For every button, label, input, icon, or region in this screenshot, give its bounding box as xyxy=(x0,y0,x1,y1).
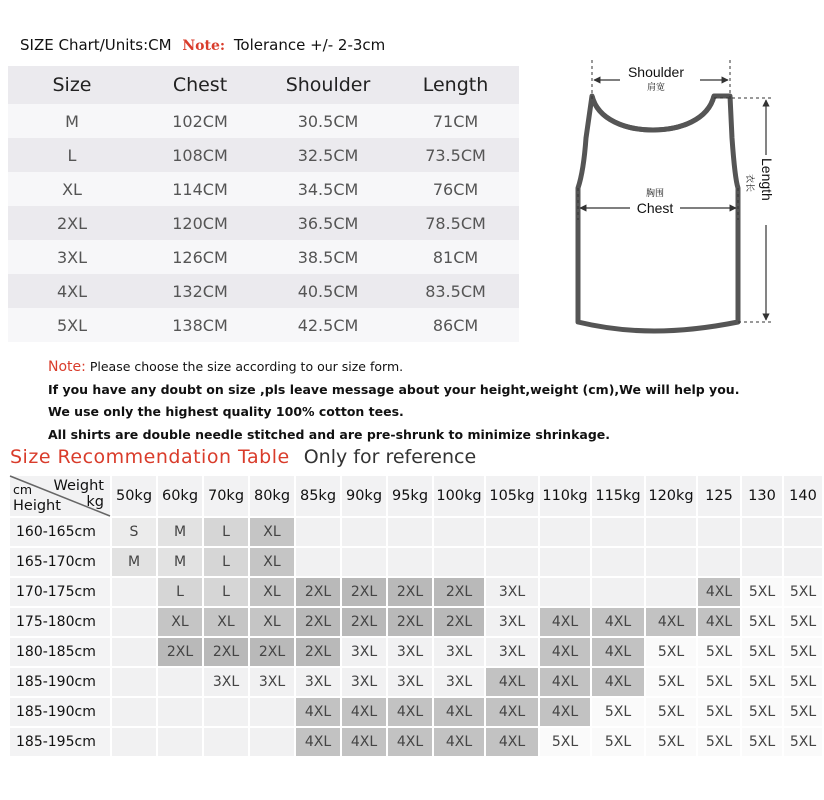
size-recommendation-cell xyxy=(342,548,386,576)
recommendation-title xyxy=(10,446,476,468)
size-recommendation-cell: 5XL xyxy=(592,698,644,726)
tank-top-diagram xyxy=(558,60,788,350)
size-recommendation-cell xyxy=(646,578,696,606)
recommendation-heading: Size Recommendation Table xyxy=(10,446,290,468)
size-cell-chest: 132CM xyxy=(136,274,264,308)
size-recommendation-cell: L xyxy=(204,548,248,576)
size-recommendation-cell xyxy=(742,518,782,546)
size-cell-length: 71CM xyxy=(392,104,519,138)
size-recommendation-cell xyxy=(112,698,156,726)
height-range-cell: 165-170cm xyxy=(10,548,110,576)
size-recommendation-cell: 2XL xyxy=(434,578,484,606)
recommendation-body xyxy=(10,518,822,756)
size-recommendation-cell: L xyxy=(204,578,248,606)
size-recommendation-cell: 4XL xyxy=(342,728,386,756)
size-recommendation-cell: 5XL xyxy=(784,638,822,666)
chest-cn-label: 胸围 xyxy=(645,189,665,199)
size-recommendation-cell xyxy=(296,518,340,546)
table-row xyxy=(10,518,822,546)
size-recommendation-cell xyxy=(434,518,484,546)
size-recommendation-cell: 2XL xyxy=(342,578,386,606)
shoulder-label: Shoulder xyxy=(627,64,685,80)
size-recommendation-cell: 4XL xyxy=(296,728,340,756)
size-recommendation-cell: 4XL xyxy=(698,578,740,606)
note-line: We use only the highest quality 100% cotton tees. xyxy=(48,404,404,419)
size-recommendation-cell: S xyxy=(112,518,156,546)
table-row xyxy=(10,728,822,756)
size-cell-size: 4XL xyxy=(8,274,136,308)
size-recommendation-cell: 3XL xyxy=(204,668,248,696)
size-recommendation-cell xyxy=(112,728,156,756)
size-recommendation-cell xyxy=(158,728,202,756)
size-recommendation-cell xyxy=(540,518,590,546)
size-recommendation-cell: 3XL xyxy=(388,668,432,696)
size-recommendation-cell: 5XL xyxy=(646,638,696,666)
table-row xyxy=(10,698,822,726)
size-recommendation-cell: 3XL xyxy=(486,578,538,606)
corner-kg-label: kg xyxy=(86,494,104,510)
table-row xyxy=(10,608,822,636)
size-recommendation-cell: 4XL xyxy=(540,638,590,666)
tank-top-illustration xyxy=(558,60,788,350)
weight-header-cell: 140 xyxy=(784,476,822,516)
size-cell-length: 76CM xyxy=(392,172,519,206)
size-recommendation-cell: 5XL xyxy=(540,728,590,756)
size-recommendation-cell xyxy=(486,548,538,576)
size-recommendation-cell xyxy=(646,518,696,546)
size-recommendation-cell: 3XL xyxy=(434,668,484,696)
notes-section xyxy=(48,356,739,446)
size-recommendation-cell: 2XL xyxy=(204,638,248,666)
size-recommendation-cell xyxy=(112,578,156,606)
size-recommendation-cell: 2XL xyxy=(388,608,432,636)
size-recommendation-cell: XL xyxy=(250,548,294,576)
size-recommendation-cell xyxy=(388,548,432,576)
size-recommendation-cell xyxy=(486,518,538,546)
size-recommendation-cell xyxy=(540,578,590,606)
size-recommendation-cell: 3XL xyxy=(296,668,340,696)
weight-header-cell: 110kg xyxy=(540,476,590,516)
size-recommendation-cell: 5XL xyxy=(742,638,782,666)
size-cell-chest: 120CM xyxy=(136,206,264,240)
size-recommendation-cell: 4XL xyxy=(434,698,484,726)
size-recommendation-cell: 4XL xyxy=(592,638,644,666)
size-recommendation-cell: 5XL xyxy=(784,668,822,696)
size-recommendation-cell: 5XL xyxy=(698,698,740,726)
size-cell-chest: 108CM xyxy=(136,138,264,172)
column-header-size: Size xyxy=(8,66,136,104)
size-recommendation-cell xyxy=(540,548,590,576)
size-recommendation-cell xyxy=(784,548,822,576)
size-cell-length: 83.5CM xyxy=(392,274,519,308)
size-recommendation-cell: XL xyxy=(250,608,294,636)
size-cell-length: 78.5CM xyxy=(392,206,519,240)
size-recommendation-cell: 2XL xyxy=(296,638,340,666)
size-recommendation-cell: 5XL xyxy=(742,608,782,636)
size-recommendation-cell: 3XL xyxy=(250,668,294,696)
weight-header-cell: 80kg xyxy=(250,476,294,516)
size-chart-body xyxy=(8,104,519,342)
height-range-cell: 185-195cm xyxy=(10,728,110,756)
size-recommendation-cell: 5XL xyxy=(742,578,782,606)
size-cell-shoulder: 32.5CM xyxy=(264,138,392,172)
size-recommendation-table xyxy=(8,474,824,758)
size-recommendation-cell: 4XL xyxy=(342,698,386,726)
size-recommendation-cell: 5XL xyxy=(698,668,740,696)
size-recommendation-cell xyxy=(112,638,156,666)
size-cell-length: 81CM xyxy=(392,240,519,274)
size-recommendation-cell xyxy=(250,698,294,726)
size-recommendation-cell xyxy=(388,518,432,546)
size-recommendation-cell: 3XL xyxy=(342,638,386,666)
size-recommendation-cell: 4XL xyxy=(540,608,590,636)
size-recommendation-cell: 3XL xyxy=(434,638,484,666)
column-header-chest: Chest xyxy=(136,66,264,104)
size-recommendation-cell: 2XL xyxy=(158,638,202,666)
size-recommendation-cell: L xyxy=(204,518,248,546)
size-recommendation-cell xyxy=(296,548,340,576)
size-recommendation-cell: XL xyxy=(250,578,294,606)
size-recommendation-cell: 4XL xyxy=(592,608,644,636)
shoulder-cn-label: 肩宽 xyxy=(646,83,666,93)
size-recommendation-cell: 3XL xyxy=(342,668,386,696)
size-recommendation-cell: L xyxy=(158,578,202,606)
weight-header-row xyxy=(10,476,822,516)
column-header-length: Length xyxy=(392,66,519,104)
size-recommendation-cell: 4XL xyxy=(388,728,432,756)
height-range-cell: 180-185cm xyxy=(10,638,110,666)
size-cell-shoulder: 38.5CM xyxy=(264,240,392,274)
size-recommendation-cell: XL xyxy=(250,518,294,546)
table-row xyxy=(10,638,822,666)
size-recommendation-cell: 3XL xyxy=(486,638,538,666)
table-corner-cell xyxy=(10,476,110,516)
corner-weight-label: Weight xyxy=(53,478,104,494)
size-recommendation-cell xyxy=(742,548,782,576)
size-recommendation-cell: 5XL xyxy=(742,728,782,756)
weight-header-cell: 125 xyxy=(698,476,740,516)
size-cell-chest: 126CM xyxy=(136,240,264,274)
size-cell-chest: 138CM xyxy=(136,308,264,342)
size-recommendation-cell: XL xyxy=(204,608,248,636)
size-recommendation-cell: 4XL xyxy=(486,728,538,756)
size-recommendation-cell: 5XL xyxy=(742,668,782,696)
size-recommendation-cell: 4XL xyxy=(296,698,340,726)
table-row xyxy=(8,104,519,138)
weight-header-cell: 130 xyxy=(742,476,782,516)
weight-header-cell: 95kg xyxy=(388,476,432,516)
size-recommendation-cell: 5XL xyxy=(784,728,822,756)
size-recommendation-cell xyxy=(158,668,202,696)
weight-header-cell: 60kg xyxy=(158,476,202,516)
size-cell-size: 3XL xyxy=(8,240,136,274)
weight-header-cell: 120kg xyxy=(646,476,696,516)
weight-header-cell: 115kg xyxy=(592,476,644,516)
tolerance-text: Tolerance +/- 2-3cm xyxy=(233,36,386,54)
size-recommendation-cell: 2XL xyxy=(434,608,484,636)
size-recommendation-cell: M xyxy=(158,518,202,546)
size-cell-length: 86CM xyxy=(392,308,519,342)
size-cell-size: 5XL xyxy=(8,308,136,342)
weight-header-cell: 50kg xyxy=(112,476,156,516)
size-cell-chest: 114CM xyxy=(136,172,264,206)
size-recommendation-cell: M xyxy=(112,548,156,576)
size-recommendation-cell xyxy=(698,518,740,546)
height-range-cell: 170-175cm xyxy=(10,578,110,606)
size-recommendation-cell xyxy=(250,728,294,756)
corner-cm-label: cm xyxy=(13,482,33,497)
size-recommendation-cell: 4XL xyxy=(592,668,644,696)
length-label: Length xyxy=(759,158,775,201)
weight-header-cell: 90kg xyxy=(342,476,386,516)
size-recommendation-cell xyxy=(434,548,484,576)
size-chart-header xyxy=(20,36,385,54)
size-recommendation-cell: 5XL xyxy=(784,608,822,636)
table-row xyxy=(10,578,822,606)
size-recommendation-cell: 5XL xyxy=(742,698,782,726)
size-recommendation-cell xyxy=(784,518,822,546)
size-recommendation-cell xyxy=(592,578,644,606)
size-recommendation-cell xyxy=(204,728,248,756)
size-recommendation-cell: M xyxy=(158,548,202,576)
size-recommendation-cell: 3XL xyxy=(486,608,538,636)
size-chart-table xyxy=(8,66,519,342)
size-chart-title: SIZE Chart/Units:CM xyxy=(20,36,172,54)
size-recommendation-cell xyxy=(592,518,644,546)
note-line: If you have any doubt on size ,pls leave message about your height,weight (cm),We will help you. xyxy=(48,381,740,397)
size-recommendation-cell: 5XL xyxy=(784,698,822,726)
size-chart-header-row xyxy=(8,66,519,104)
note-text: Please choose the size according to our size form. xyxy=(89,359,404,374)
size-recommendation-cell: 4XL xyxy=(698,608,740,636)
size-recommendation-cell: 4XL xyxy=(486,698,538,726)
table-row xyxy=(8,274,519,308)
height-range-cell: 185-190cm xyxy=(10,698,110,726)
size-cell-shoulder: 36.5CM xyxy=(264,206,392,240)
size-cell-size: XL xyxy=(8,172,136,206)
table-row xyxy=(8,172,519,206)
size-recommendation-cell: 3XL xyxy=(388,638,432,666)
recommendation-subtitle: Only for reference xyxy=(303,446,477,468)
weight-header-cell: 100kg xyxy=(434,476,484,516)
size-recommendation-cell xyxy=(112,668,156,696)
height-range-cell: 185-190cm xyxy=(10,668,110,696)
note-line xyxy=(48,356,739,379)
size-cell-size: M xyxy=(8,104,136,138)
size-recommendation-cell: 2XL xyxy=(388,578,432,606)
size-recommendation-cell: 4XL xyxy=(434,728,484,756)
size-recommendation-cell: 5XL xyxy=(698,728,740,756)
size-recommendation-cell xyxy=(646,548,696,576)
size-recommendation-cell: 2XL xyxy=(296,608,340,636)
note-line: All shirts are double needle stitched and are pre-shrunk to minimize shrinkage. xyxy=(48,426,610,442)
tolerance-note-label: Note: xyxy=(182,38,226,54)
height-range-cell: 175-180cm xyxy=(10,608,110,636)
height-range-cell: 160-165cm xyxy=(10,518,110,546)
size-cell-size: L xyxy=(8,138,136,172)
size-recommendation-cell: XL xyxy=(158,608,202,636)
notes-label: Note: xyxy=(48,359,86,375)
size-recommendation-cell: 5XL xyxy=(646,668,696,696)
size-recommendation-cell xyxy=(698,548,740,576)
size-recommendation-cell: 5XL xyxy=(592,728,644,756)
size-recommendation-cell: 2XL xyxy=(296,578,340,606)
size-recommendation-cell: 4XL xyxy=(646,608,696,636)
chest-label: Chest xyxy=(636,200,674,216)
corner-height-label: Height xyxy=(13,498,61,514)
table-row xyxy=(10,668,822,696)
size-cell-shoulder: 34.5CM xyxy=(264,172,392,206)
size-recommendation-cell: 4XL xyxy=(486,668,538,696)
weight-header-cell: 105kg xyxy=(486,476,538,516)
weight-header-cell: 85kg xyxy=(296,476,340,516)
size-cell-shoulder: 30.5CM xyxy=(264,104,392,138)
size-recommendation-cell: 2XL xyxy=(342,608,386,636)
size-recommendation-cell: 5XL xyxy=(698,638,740,666)
size-recommendation-cell: 5XL xyxy=(784,578,822,606)
size-recommendation-cell xyxy=(158,698,202,726)
size-cell-length: 73.5CM xyxy=(392,138,519,172)
size-recommendation-cell: 5XL xyxy=(646,728,696,756)
table-row xyxy=(8,138,519,172)
size-recommendation-cell xyxy=(112,608,156,636)
table-row xyxy=(8,240,519,274)
size-recommendation-cell xyxy=(342,518,386,546)
table-row xyxy=(8,206,519,240)
size-cell-shoulder: 40.5CM xyxy=(264,274,392,308)
size-cell-chest: 102CM xyxy=(136,104,264,138)
table-row xyxy=(10,548,822,576)
size-recommendation-cell: 4XL xyxy=(388,698,432,726)
size-cell-size: 2XL xyxy=(8,206,136,240)
size-recommendation-cell: 4XL xyxy=(540,668,590,696)
size-recommendation-cell: 5XL xyxy=(646,698,696,726)
size-cell-shoulder: 42.5CM xyxy=(264,308,392,342)
size-recommendation-cell xyxy=(592,548,644,576)
table-row xyxy=(8,308,519,342)
size-recommendation-cell: 2XL xyxy=(250,638,294,666)
weight-header-cell: 70kg xyxy=(204,476,248,516)
length-cn-label: 衣长 xyxy=(744,174,754,193)
size-recommendation-cell xyxy=(204,698,248,726)
size-recommendation-cell: 4XL xyxy=(540,698,590,726)
column-header-shoulder: Shoulder xyxy=(264,66,392,104)
